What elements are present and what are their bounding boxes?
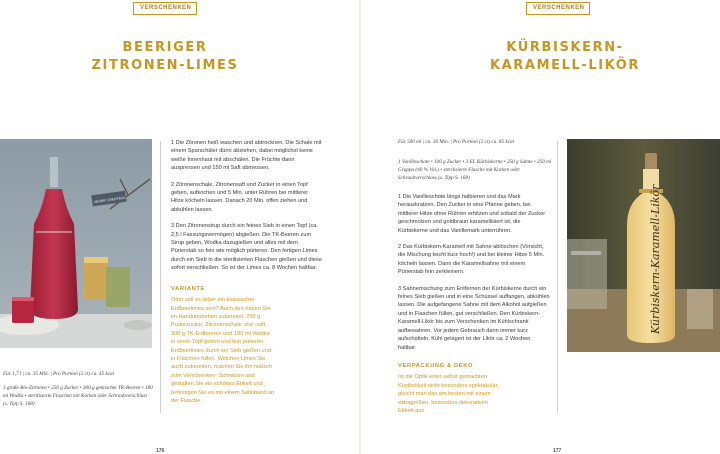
- book-gutter: [359, 0, 361, 454]
- recipe-photo: [567, 139, 720, 352]
- step-text: 3 Sahnemischung zum Entfernen der Kürbiskerne durch ein feines Sieb gießen und in eine Schüssel auffangen, abkühlen lassen. Die aufgefangene Sahne mit dem Alkohol aufgießen und in Flaschen füllen, gut verschließen. Den Kürbiskern-Karamell-Likör bis zum Verschenken im Kühlschrank aufbewahren. Vor jedem Gebrauch dann immer kurz aufschütteln. Kühl gelagert ist der Likör ca. 2 Wochen haltbar.: [398, 285, 550, 351]
- column-divider: [160, 141, 161, 413]
- recipe-title: [60, 39, 270, 75]
- variant-box: [171, 285, 275, 406]
- variant-text: Oder soll es lieber ein klassischer Erdbeerlimes sein? Auch den haben Sie im Handumdrehen zubereitet. 250 g Puderzucker, Zitronenschale und -saft, 300 g TK-Erdbeeren und 180 ml Wodka in einen Topf geben und fein pürieren. Erdbeerlimes durch ein Sieb gießen und in Flaschen füllen. Welchen Limes Sie auch zubereiten, machen Sie ihn hübsch zum Verschenken: Schreiben und gestalten Sie ein schönes Etikett und befestigen Sie es mit einem Satinband an der Flasche.: [171, 297, 275, 404]
- page-number: 176: [156, 448, 165, 454]
- bottle-label-text: Kürbiskern-Karamell-Likör: [649, 184, 662, 334]
- timing-info: Für 1,7 l | ca. 35 Min. | Pro Portion (2 cl) ca. 45 kcal: [3, 371, 115, 377]
- step-text: 3 Den Zitronensirup durch ein feines Sieb in einen Topf (ca. 2,5 l Fassungsvermögen) abgießen. Die TK-Beeren zum Sirup geben, Wodka dazugießen und alles mit dem Pürierstab so fein wie möglich pürieren. Den fertigen Limes durch ein Sieb in die sterilisierten Flaschen gießen und diese sofort verschließen. So ist der Limes ca. 8 Wochen haltbar.: [171, 223, 322, 272]
- recipe-meta: [398, 138, 554, 188]
- step-text: 1 Die Zitronen heiß waschen und abtrocknen. Die Schale mit einem Sparschäler dünn abziehen, dabei möglichst keine weiße Innenhaut mit abschälen. Die Früchte dann auspressen und 150 ml Saft abmessen.: [171, 140, 322, 172]
- packaging-text: Ist die Optik einer selbst gemachten Köstlichkeit nicht besonders spektakulär, gleicht man das am besten mit einem extragroßen, besonders dekorativen Etikett aus.: [398, 374, 499, 414]
- ingredients-list: 1 Vanilleschote • 100 g Zucker • 3 EL Kürbiskerne • 250 g Sahne • 250 ml Grappa (40 % Vol.) • sterilisierte Flasche mit Korken oder Schraubverschluss (s. Tipp S. 168): [398, 159, 552, 181]
- recipe-title-line: KARAMELL-LIKÖR: [489, 58, 641, 73]
- recipe-title: [460, 39, 670, 75]
- tag-label-text: MERRY CHRISTMAS: [94, 195, 126, 205]
- timing-info: Für 500 ml | ca. 30 Min. | Pro Portion (2 cl) ca. 85 kcal: [398, 139, 515, 145]
- recipe-meta: [3, 370, 153, 414]
- recipe-title-line: ZITRONEN-LIMES: [91, 58, 239, 73]
- column-divider: [557, 141, 558, 413]
- page-number: 177: [553, 448, 562, 454]
- recipe-photo: [0, 139, 152, 348]
- category-tag: VERSCHENKEN: [133, 2, 197, 15]
- step-text: 2 Das Kürbiskern-Karamell mit Sahne ablöschen (Vorsicht, die Mischung kocht kurz hoch!) und bei kleiner Hitze 5 Min. köcheln lassen. Dann die Karamellsahne mit einem Pürierstab fein zerkleinern.: [398, 244, 545, 276]
- step-text: 2 Zitronenschale, Zitronensaft und Zucker in einen Topf geben, aufkochen und 5 Min. unter Rühren bei mittlerer Hitze köcheln lassen. Danach 20 Min. offen ziehen und abkühlen lassen.: [171, 181, 309, 213]
- category-tag: VERSCHENKEN: [526, 2, 590, 15]
- packaging-heading: VERPACKUNG & DEKO: [398, 362, 474, 369]
- step-text: 1 Die Vanilleschote längs halbieren und das Mark herauskratzen. Den Zucker in eine Pfanne geben, bei mittlerer Hitze ohne Rühren erhitzen und sobald der Zucker geschmolzen und goldbraun karamellisiert ist, die Kürbiskerne und das Vanillemark unterrühren.: [398, 194, 546, 234]
- recipe-title-line: BEERIGER: [122, 40, 208, 55]
- variant-heading: VARIANTE: [171, 285, 205, 292]
- packaging-box: [398, 362, 502, 415]
- recipe-title-line: KÜRBISKERN-: [506, 40, 624, 55]
- ingredients-list: 3 große Bio-Zitronen • 250 g Zucker • 300 g gemischte TK-Beeren • 180 ml Wodka • sterilisierte Flaschen mit Korken oder Schraubverschluss (s. Tipp S. 168): [3, 385, 153, 407]
- recipe-steps: [398, 193, 550, 415]
- recipe-steps: [171, 139, 322, 405]
